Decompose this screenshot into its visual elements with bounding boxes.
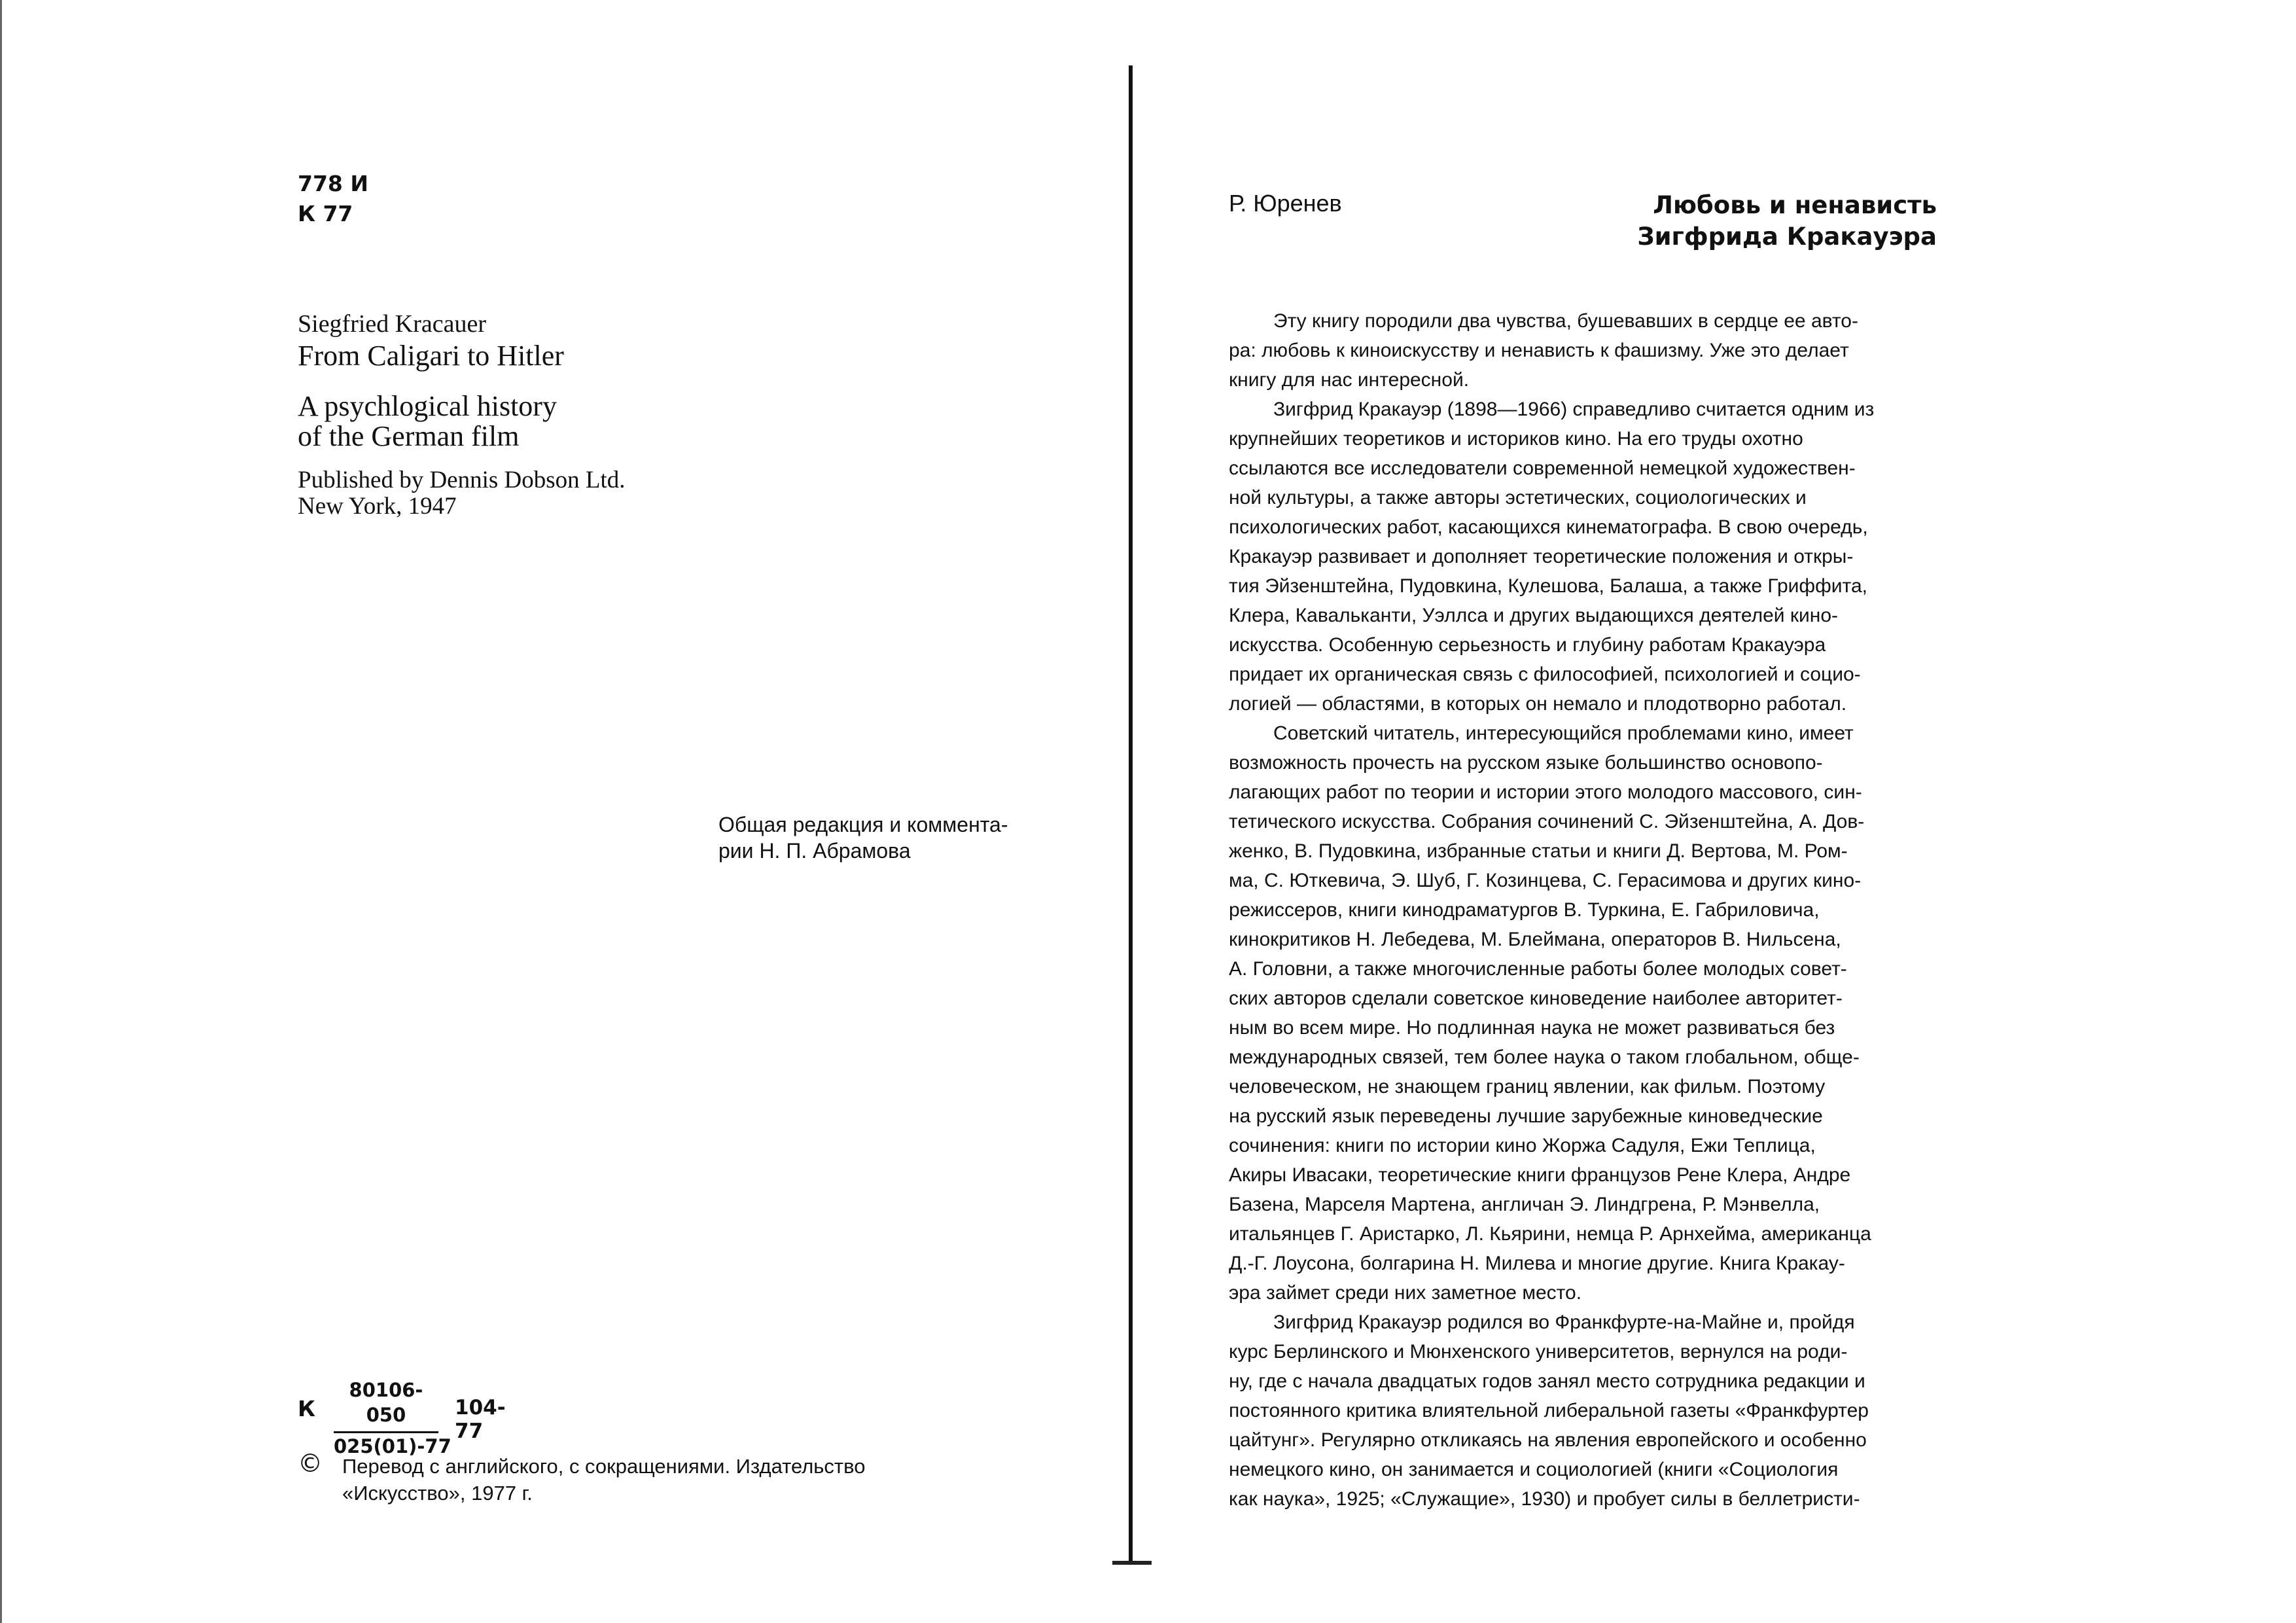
body-line: человеческом, не знающем границ явлении, как фильм. Поэтому <box>1229 1076 1826 1097</box>
body-line: ным во всем мире. Но подлинная наука не может развиваться без <box>1229 1017 1835 1039</box>
publisher-line: New York, 1947 <box>298 493 457 520</box>
body-line: кинокритиков Н. Лебедева, М. Блеймана, операторов В. Нильсена, <box>1229 929 1841 950</box>
editor-note <box>718 812 1008 864</box>
body-line: эра займет среди них заметное место. <box>1229 1282 1582 1304</box>
body-line: итальянцев Г. Аристарко, Л. Кьярини, немца Р. Арнхейма, американца <box>1229 1223 1871 1245</box>
body-line: ских авторов сделали советское киноведение наиболее авторитет- <box>1229 988 1843 1009</box>
body-line: А. Головни, а также многочисленные работы более молодых совет- <box>1229 958 1847 980</box>
body-line: немецкого кино, он занимается и социологией (книги «Социология <box>1229 1459 1839 1480</box>
chapter-author: Р. Юренев <box>1229 190 1342 217</box>
body-line: возможность прочесть на русском языке большинство основопо- <box>1229 752 1823 774</box>
body-line: психологических работ, касающихся кинематографа. В свою очередь, <box>1229 516 1868 538</box>
left-page <box>0 0 1125 1623</box>
body-line: постоянного критика влиятельной либеральной газеты «Франкфуртер <box>1229 1400 1869 1421</box>
chapter-title-line: Любовь и ненависть <box>1653 191 1937 219</box>
body-line: Зигфрид Кракауэр родился во Франкфурте-на-Майне и, пройдя <box>1273 1311 1855 1333</box>
chapter-title-line: Зигфрида Кракауэра <box>1637 223 1937 251</box>
body-text <box>1229 306 2007 1514</box>
body-line: цайтунг». Регулярно откликаясь на явления европейского и особенно <box>1229 1429 1867 1451</box>
book-gutter <box>1129 65 1133 1564</box>
subtitle-line: A psychlogical history <box>298 390 557 422</box>
body-line: ссылаются все исследователи современной немецкой художествен- <box>1229 457 1856 479</box>
original-edition-info <box>298 309 626 520</box>
copyright-notice <box>298 1449 1017 1507</box>
original-title: From Caligari to Hitler <box>298 340 564 372</box>
publisher-line: Published by Dennis Dobson Ltd. <box>298 467 626 493</box>
copyright-icon: © <box>298 1449 323 1478</box>
body-line: Зигфрид Кракауэр (1898—1966) справедливо считается одним из <box>1273 399 1875 420</box>
udc-code: 778 И <box>298 171 368 196</box>
original-publisher <box>298 467 626 520</box>
body-line: как наука», 1925; «Служащие», 1930) и пробует силы в беллетристи- <box>1229 1488 1860 1510</box>
udc-codes <box>298 169 368 229</box>
body-line: тия Эйзенштейна, Пудовкина, Кулешова, Балаша, а также Гриффита, <box>1229 575 1867 597</box>
body-line: Кракауэр развивает и дополняет теоретические положения и откры- <box>1229 546 1854 567</box>
body-line: Клера, Кавальканти, Уэллса и других выдающихся деятелей кино- <box>1229 605 1839 626</box>
catalog-fraction <box>334 1378 451 1459</box>
body-line: режиссеров, книги кинодраматургов В. Туркина, Е. Габриловича, <box>1229 899 1820 921</box>
chapter-title <box>1597 190 1937 253</box>
catalog-numerator: 80106-050 <box>334 1378 438 1433</box>
body-line: Д.-Г. Лоусона, болгарина Н. Милева и многие другие. Книга Кракау- <box>1229 1253 1845 1274</box>
catalog-letter: К <box>298 1396 315 1421</box>
body-line: Базена, Марселя Мартена, англичан Э. Линдгрена, Р. Мэнвелла, <box>1229 1194 1820 1215</box>
body-line: искусства. Особенную серьезность и глубину работам Кракауэра <box>1229 634 1826 656</box>
body-line: придает их органическая связь с философией, психологией и социо- <box>1229 664 1861 685</box>
catalog-denominator: 025(01)-77 <box>334 1435 451 1457</box>
bbk-code: К 77 <box>298 201 353 226</box>
catalog-price-code: 104-77 <box>455 1396 506 1443</box>
body-line: Акиры Ивасаки, теоретические книги французов Рене Клера, Андре <box>1229 1164 1851 1186</box>
copyright-line: «Искусство», 1977 г. <box>342 1482 533 1505</box>
body-line: логией — областями, в которых он немало и плодотворно работал. <box>1229 693 1847 715</box>
book-gutter-foot <box>1112 1561 1152 1565</box>
body-line: сочинения: книги по истории кино Жоржа Садуля, Ежи Теплица, <box>1229 1135 1816 1156</box>
body-line: курс Берлинского и Мюнхенского университетов, вернулся на роди- <box>1229 1341 1848 1363</box>
body-line: тетического искусства. Собрания сочинений С. Эйзенштейна, А. Дов- <box>1229 811 1865 832</box>
body-line: женко, В. Пудовкина, избранные статьи и книги Д. Вертова, М. Ром- <box>1229 840 1848 862</box>
body-line: книгу для нас интересной. <box>1229 369 1470 391</box>
body-line: Эту книгу породили два чувства, бушевавших в сердце ее авто- <box>1273 310 1858 332</box>
copyright-text <box>342 1453 1017 1507</box>
editor-note-line: рии Н. П. Абрамова <box>718 839 911 863</box>
body-line: ной культуры, а также авторы эстетических, социологических и <box>1229 487 1807 508</box>
body-line: Советский читатель, интересующийся проблемами кино, имеет <box>1273 722 1854 744</box>
copyright-line: Перевод с английского, с сокращениями. Издательство <box>342 1455 866 1478</box>
original-subtitle <box>298 391 626 452</box>
body-line: на русский язык переведены лучшие зарубежные киноведческие <box>1229 1105 1823 1127</box>
body-line: крупнейших теоретиков и историков кино. На его труды охотно <box>1229 428 1803 450</box>
subtitle-line: of the German film <box>298 420 520 452</box>
body-line: лагающих работ по теории и истории этого молодого массового, син- <box>1229 781 1862 803</box>
body-line: ма, С. Юткевича, Э. Шуб, Г. Козинцева, С. Герасимова и других кино- <box>1229 870 1862 891</box>
body-line: ра: любовь к киноискусству и ненависть к фашизму. Уже это делает <box>1229 340 1849 361</box>
body-line: ну, где с начала двадцатых годов занял место сотрудника редакции и <box>1229 1370 1865 1392</box>
editor-note-line: Общая редакция и коммента- <box>718 813 1008 836</box>
body-line: международных связей, тем более наука о таком глобальном, обще- <box>1229 1046 1860 1068</box>
original-author: Siegfried Kracauer <box>298 310 487 338</box>
